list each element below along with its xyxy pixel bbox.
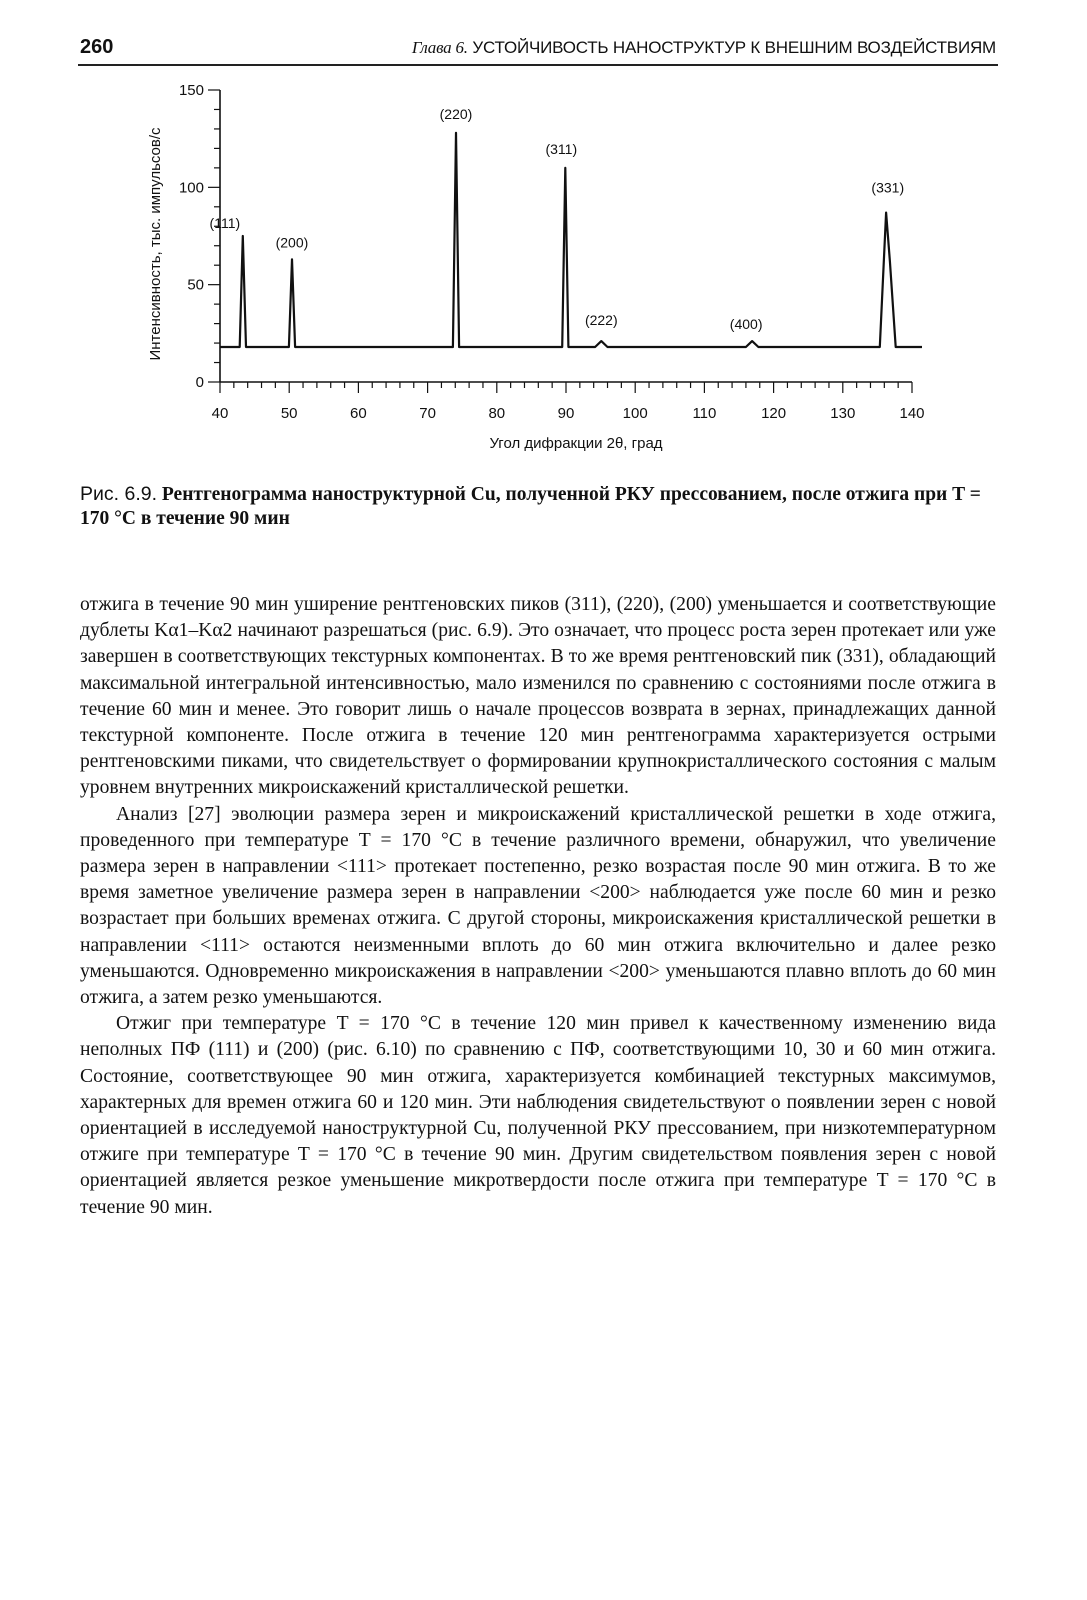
- peak-label: (311): [545, 140, 578, 157]
- chapter-label: Глава 6.: [411, 38, 468, 57]
- paragraph-3: Отжиг при температуре T = 170 °С в течение 120 мин привел к качественному изменению вида неполных ПФ (111) и (200) (рис. 6.10) по сравнению с ПФ, соответствующими 10, 30 и 60 мин отжига. Состояние, соответствующее 90 мин отжига, характеризуется комбинацией текстурных максимумов, характерных для времен отжига 60 и 120 мин. Эти наблюдения свидетельствуют о появлении зерен с новой ориентацией в исследуемой наноструктурной Cu, полученной РКУ прессованием, при низкотемпературном отжиге при температуре T = 170 °С в течение 90 мин. Другим свидетельством появления зерен с новой ориентацией является резкое уменьшение микротвердости после отжига при температуре T = 170 °С в течение 90 мин.: [80, 1013, 996, 1218]
- x-tick-label: 80: [488, 405, 506, 422]
- page-header: [78, 34, 998, 66]
- xrd-chart: [140, 72, 940, 467]
- x-tick-label: 100: [622, 405, 648, 422]
- peak-label: (200): [275, 234, 309, 251]
- x-tick-label: 90: [557, 405, 575, 422]
- x-tick-label: 50: [280, 405, 298, 422]
- running-head: [412, 38, 996, 58]
- y-axis-label: Интенсивность, тыс. импульсов/с: [147, 127, 164, 361]
- x-tick-label: 40: [211, 405, 229, 422]
- paragraph-1: отжига в течение 90 мин уширение рентгеновских пиков (311), (220), (200) уменьшается и соответствующие дублеты Kα1–Kα2 начинают разрешаться (рис. 6.9). Это означает, что процесс роста зерен протекает или уже завершен в соответствующих текстурных компонентах. В то же время рентгеновский пик (331), обладающий максимальной интегральной интенсивностью, мало изменился по сравнению с состояниями после отжига в течение 60 мин и менее. Это говорит лишь о начале процессов возврата в зернах, принадлежащих данной текстурной компоненте. После отжига в течение 120 мин рентгенограмма характеризуется острыми рентгеновскими пиками, что свидетельствует о формировании крупнокристаллического состояния с малым уровнем внутренних микроискажений кристаллической решетки.: [80, 594, 996, 799]
- figure-caption: [80, 482, 996, 531]
- xrd-chart-svg: [140, 72, 940, 467]
- x-tick-label: 120: [761, 405, 787, 422]
- peak-label: (111): [209, 215, 241, 231]
- spectrum-line: [220, 133, 922, 347]
- peak-label: (222): [584, 312, 618, 329]
- x-tick-label: 70: [419, 405, 436, 422]
- paragraph-2: Анализ [27] эволюции размера зерен и микроискажений кристаллической решетки в ходе отжига, проведенного при температуре T = 170 °С в течение различного времени, обнаружил, что увеличение размера зерен в направлении <111> протекает постепенно, резко возрастая после 90 мин отжига. В то же время заметное увеличение размера зерен в направлении <200> наблюдается уже после 60 мин и резко возрастает при больших временах отжига. С другой стороны, микроискажения кристаллической решетки в направлении <111> остаются неизменными вплоть до 60 мин отжига включительно и далее резко уменьшаются. Одновременно микроискажения в направлении <200> уменьшаются плавно вплоть до 60 мин отжига, а затем резко уменьшаются.: [80, 803, 996, 1009]
- y-tick-label: 50: [187, 276, 204, 294]
- y-tick-label: 150: [178, 82, 204, 99]
- chapter-title: УСТОЙЧИВОСТЬ НАНОСТРУКТУР К ВНЕШНИМ ВОЗДЕЙСТВИЯМ: [472, 38, 996, 57]
- peak-label: (400): [729, 316, 763, 333]
- y-tick-label: 0: [195, 374, 204, 391]
- x-tick-label: 110: [692, 405, 717, 422]
- x-tick-label: 130: [830, 405, 856, 422]
- peak-label: (331): [871, 179, 905, 196]
- x-axis-label: Угол дифракции 2θ, град: [489, 435, 663, 452]
- y-tick-label: 100: [178, 179, 204, 197]
- caption-prefix: Рис. 6.9.: [80, 483, 158, 505]
- page-number: 260: [80, 36, 114, 58]
- x-tick-label: 60: [350, 405, 367, 422]
- peak-label: (220): [439, 105, 473, 122]
- caption-text: Рентгенограмма наноструктурной Cu, полученной РКУ прессованием, после отжига при T = 170 °С в течение 90 мин: [80, 484, 981, 529]
- x-tick-label: 140: [899, 405, 925, 422]
- body-text: [80, 592, 996, 1221]
